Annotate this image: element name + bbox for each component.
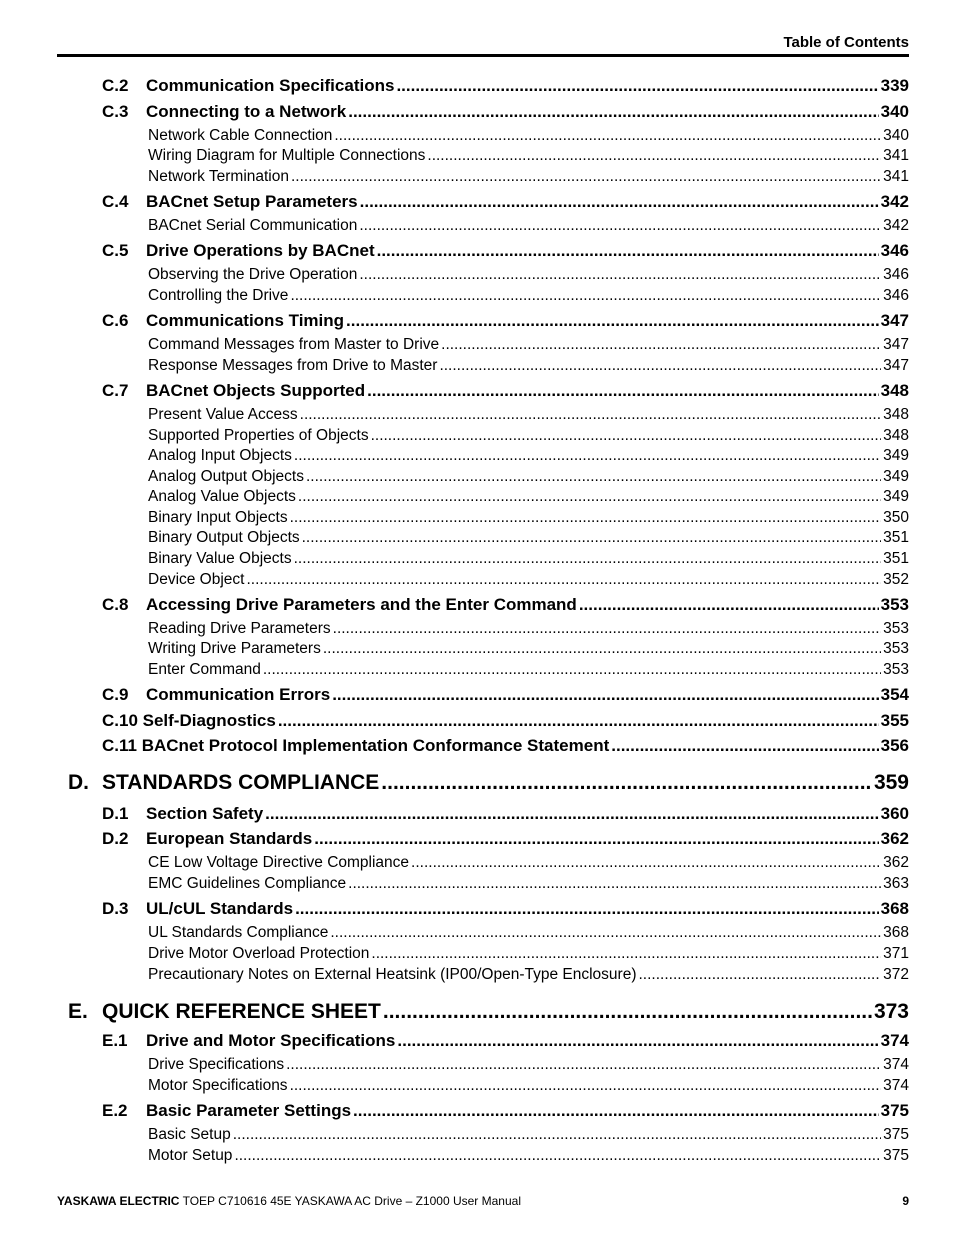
- dot-leader: [294, 550, 882, 568]
- toc-subsection-entry[interactable]: [0, 127, 954, 145]
- dot-leader: [332, 685, 878, 705]
- dot-leader: [302, 529, 882, 547]
- dot-leader: [371, 427, 882, 445]
- toc-entry-number: C.9: [102, 685, 129, 704]
- toc-entry-title: Accessing Drive Parameters and the Enter Command: [146, 595, 577, 614]
- toc-entry-page: 371: [883, 945, 909, 962]
- dot-leader: [371, 945, 881, 963]
- toc-subsection-entry[interactable]: [0, 550, 954, 568]
- toc-entry-number: C.4: [102, 192, 129, 211]
- toc-subsection-entry[interactable]: [0, 406, 954, 424]
- toc-entry-page: 342: [880, 192, 909, 211]
- toc-entry-title: Reading Drive Parameters: [148, 620, 331, 637]
- toc-subsection-entry[interactable]: [0, 509, 954, 527]
- toc-entry-page: 348: [883, 427, 909, 444]
- toc-subsection-entry[interactable]: [0, 287, 954, 305]
- toc-entry-title: Response Messages from Drive to Master: [148, 357, 438, 374]
- toc-entry-title: Drive Specifications: [148, 1056, 285, 1073]
- dot-leader: [346, 311, 879, 331]
- toc-entry-title: Analog Output Objects: [148, 468, 304, 485]
- footer-document-info: [57, 1194, 521, 1208]
- dot-leader: [290, 1077, 882, 1095]
- toc-entry-page: 352: [883, 571, 909, 588]
- toc-subsection-entry[interactable]: [0, 1126, 954, 1144]
- toc-section-entry[interactable]: [0, 311, 954, 331]
- toc-entry-title: BACnet Setup Parameters: [146, 192, 358, 211]
- toc-entry-page: 363: [883, 875, 909, 892]
- toc-entry-page: 374: [880, 1031, 909, 1050]
- dot-leader: [291, 168, 881, 186]
- toc-entry-page: 353: [883, 620, 909, 637]
- toc-chapter-entry[interactable]: [0, 771, 954, 795]
- dot-leader: [348, 102, 878, 122]
- dot-leader: [334, 127, 881, 145]
- dot-leader: [278, 711, 879, 731]
- toc-entry-number: D.: [68, 771, 89, 794]
- toc-entry-title: Drive Operations by BACnet: [146, 241, 375, 260]
- toc-entry-page: 375: [883, 1147, 909, 1164]
- footer-document-title: TOEP C710616 45E YASKAWA AC Drive – Z1000 User Manual: [182, 1194, 521, 1208]
- dot-leader: [360, 192, 879, 212]
- toc-entry-page: 375: [883, 1126, 909, 1143]
- toc-entry-page: 346: [883, 287, 909, 304]
- toc-entry-title: BACnet Objects Supported: [146, 381, 366, 400]
- toc-section-entry[interactable]: [0, 804, 954, 824]
- dot-leader: [298, 488, 881, 506]
- toc-entry-title: Binary Input Objects: [148, 509, 288, 526]
- toc-entry-page: 349: [883, 447, 909, 464]
- dot-leader: [323, 640, 881, 658]
- toc-entry-page: 355: [880, 711, 909, 730]
- dot-leader: [265, 804, 878, 824]
- toc-entry-page: 339: [880, 76, 909, 95]
- toc-entry-number: C.3: [102, 102, 129, 121]
- toc-entry-page: 340: [880, 102, 909, 121]
- dot-leader: [290, 287, 881, 305]
- toc-entry-page: 356: [880, 736, 909, 755]
- toc-entry-page: 354: [880, 685, 909, 704]
- dot-leader: [348, 875, 881, 893]
- toc-entry-number: E.1: [102, 1031, 128, 1050]
- toc-entry-title: C.11 BACnet Protocol Implementation Conformance Statement: [102, 736, 610, 755]
- dot-leader: [381, 771, 872, 795]
- dot-leader: [383, 1000, 872, 1024]
- dot-leader: [441, 336, 881, 354]
- toc-entry-title: EMC Guidelines Compliance: [148, 875, 347, 892]
- toc-section-entry[interactable]: [0, 241, 954, 261]
- toc-subsection-entry[interactable]: [0, 966, 954, 984]
- dot-leader: [639, 966, 882, 984]
- toc-subsection-entry[interactable]: [0, 1077, 954, 1095]
- toc-entry-title: Wiring Diagram for Multiple Connections: [148, 147, 426, 164]
- toc-entry-page: 348: [883, 406, 909, 423]
- toc-subsection-entry[interactable]: [0, 529, 954, 547]
- toc-entry-title: STANDARDS COMPLIANCE: [102, 771, 380, 794]
- toc-subsection-entry[interactable]: [0, 336, 954, 354]
- toc-entry-page: 346: [880, 241, 909, 260]
- toc-section-entry[interactable]: [0, 736, 954, 756]
- toc-entry-title: Basic Setup: [148, 1126, 231, 1143]
- toc-entry-title: Observing the Drive Operation: [148, 266, 358, 283]
- dot-leader: [397, 1031, 878, 1051]
- toc-entry-page: 342: [883, 217, 909, 234]
- toc-entry-title: Connecting to a Network: [146, 102, 347, 121]
- toc-entry-page: 340: [883, 127, 909, 144]
- toc-subsection-entry[interactable]: [0, 640, 954, 658]
- toc-entry-title: Analog Value Objects: [148, 488, 296, 505]
- toc-subsection-entry[interactable]: [0, 217, 954, 235]
- toc-subsection-entry[interactable]: [0, 661, 954, 679]
- toc-chapter-entry[interactable]: [0, 1000, 954, 1024]
- toc-entry-page: 360: [880, 804, 909, 823]
- toc-entry-page: 353: [883, 661, 909, 678]
- dot-leader: [233, 1126, 881, 1144]
- toc-subsection-entry[interactable]: [0, 468, 954, 486]
- toc-entry-title: C.10 Self-Diagnostics: [102, 711, 276, 730]
- toc-entry-title: European Standards: [146, 829, 313, 848]
- toc-subsection-entry[interactable]: [0, 488, 954, 506]
- toc-entry-page: 372: [883, 966, 909, 983]
- toc-entry-title: Network Termination: [148, 168, 289, 185]
- toc-entry-page: 374: [883, 1077, 909, 1094]
- toc-subsection-entry[interactable]: [0, 571, 954, 589]
- toc-entry-page: 359: [873, 771, 909, 794]
- toc-entry-number: C.5: [102, 241, 129, 260]
- toc-entry-title: Command Messages from Master to Drive: [148, 336, 440, 353]
- toc-subsection-entry[interactable]: [0, 924, 954, 942]
- dot-leader: [246, 571, 881, 589]
- dot-leader: [234, 1147, 881, 1165]
- toc-entry-number: E.2: [102, 1101, 128, 1120]
- toc-entry-page: 368: [883, 924, 909, 941]
- toc-entry-page: 375: [880, 1101, 909, 1120]
- toc-entry-page: 373: [873, 1000, 909, 1023]
- toc-entry-title: UL Standards Compliance: [148, 924, 329, 941]
- toc-entry-page: 350: [883, 509, 909, 526]
- page-header-title: Table of Contents: [783, 34, 909, 51]
- toc-entry-title: Writing Drive Parameters: [148, 640, 321, 657]
- dot-leader: [396, 76, 878, 96]
- dot-leader: [306, 468, 881, 486]
- toc-entry-title: BACnet Serial Communication: [148, 217, 358, 234]
- footer-page-number: 9: [902, 1194, 909, 1208]
- toc-subsection-entry[interactable]: [0, 266, 954, 284]
- toc-subsection-entry[interactable]: [0, 620, 954, 638]
- toc-entry-title: Motor Specifications: [148, 1077, 288, 1094]
- toc-subsection-entry[interactable]: [0, 875, 954, 893]
- toc-entry-title: Drive and Motor Specifications: [146, 1031, 396, 1050]
- toc-entry-title: Controlling the Drive: [148, 287, 289, 304]
- toc-entry-title: Motor Setup: [148, 1147, 233, 1164]
- dot-leader: [330, 924, 881, 942]
- dot-leader: [353, 1101, 879, 1121]
- toc-entry-page: 347: [880, 311, 909, 330]
- dot-leader: [314, 829, 878, 849]
- dot-leader: [377, 241, 879, 261]
- dot-leader: [579, 595, 879, 615]
- toc-entry-page: 341: [883, 147, 909, 164]
- toc-entry-title: QUICK REFERENCE SHEET: [102, 1000, 381, 1023]
- dot-leader: [333, 620, 881, 638]
- toc-entry-page: 346: [883, 266, 909, 283]
- dot-leader: [294, 447, 881, 465]
- dot-leader: [359, 217, 881, 235]
- toc-entry-title: Device Object: [148, 571, 245, 588]
- toc-subsection-entry[interactable]: [0, 168, 954, 186]
- toc-section-entry[interactable]: [0, 1031, 954, 1051]
- toc-section-entry[interactable]: [0, 595, 954, 615]
- toc-entry-page: 347: [883, 336, 909, 353]
- toc-entry-title: Enter Command: [148, 661, 261, 678]
- dot-leader: [295, 899, 879, 919]
- toc-entry-title: Drive Motor Overload Protection: [148, 945, 370, 962]
- toc-subsection-entry[interactable]: [0, 854, 954, 872]
- toc-entry-number: C.2: [102, 76, 129, 95]
- toc-section-entry[interactable]: [0, 685, 954, 705]
- toc-entry-title: Analog Input Objects: [148, 447, 292, 464]
- toc-entry-title: Supported Properties of Objects: [148, 427, 369, 444]
- toc-entry-number: D.1: [102, 804, 129, 823]
- toc-entry-page: 353: [880, 595, 909, 614]
- toc-section-entry[interactable]: [0, 1101, 954, 1121]
- toc-entry-page: 348: [880, 381, 909, 400]
- dot-leader: [427, 147, 881, 165]
- dot-leader: [290, 509, 882, 527]
- dot-leader: [439, 357, 881, 375]
- dot-leader: [300, 406, 881, 424]
- toc-entry-title: UL/cUL Standards: [146, 899, 294, 918]
- toc-subsection-entry[interactable]: [0, 147, 954, 165]
- toc-section-entry[interactable]: [0, 899, 954, 919]
- toc-entry-page: 351: [883, 550, 909, 567]
- dot-leader: [263, 661, 881, 679]
- toc-entry-number: C.7: [102, 381, 129, 400]
- toc-entry-page: 362: [883, 854, 909, 871]
- toc-entry-number: C.8: [102, 595, 129, 614]
- footer-brand: YASKAWA ELECTRIC: [57, 1194, 180, 1208]
- toc-entry-page: 368: [880, 899, 909, 918]
- dot-leader: [367, 381, 879, 401]
- dot-leader: [286, 1056, 881, 1074]
- toc-subsection-entry[interactable]: [0, 1147, 954, 1165]
- toc-entry-number: E.: [68, 1000, 88, 1023]
- toc-section-entry[interactable]: [0, 192, 954, 212]
- toc-entry-title: Binary Value Objects: [148, 550, 292, 567]
- toc-entry-title: Network Cable Connection: [148, 127, 333, 144]
- toc-entry-number: D.2: [102, 829, 129, 848]
- toc-subsection-entry[interactable]: [0, 447, 954, 465]
- toc-entry-page: 351: [883, 529, 909, 546]
- toc-entry-title: Precautionary Notes on External Heatsink (IP00/Open-Type Enclosure): [148, 966, 637, 983]
- toc-entry-page: 362: [880, 829, 909, 848]
- toc-entry-title: Communications Timing: [146, 311, 345, 330]
- toc-section-entry[interactable]: [0, 102, 954, 122]
- dot-leader: [411, 854, 881, 872]
- toc-subsection-entry[interactable]: [0, 357, 954, 375]
- toc-section-entry[interactable]: [0, 381, 954, 401]
- toc-subsection-entry[interactable]: [0, 427, 954, 445]
- toc-entry-title: Present Value Access: [148, 406, 298, 423]
- toc-entry-title: Basic Parameter Settings: [146, 1101, 352, 1120]
- toc-entry-title: Communication Specifications: [146, 76, 395, 95]
- toc-entry-page: 341: [883, 168, 909, 185]
- dot-leader: [359, 266, 881, 284]
- toc-entry-page: 349: [883, 488, 909, 505]
- toc-entry-page: 349: [883, 468, 909, 485]
- toc-entry-title: Binary Output Objects: [148, 529, 300, 546]
- dot-leader: [611, 736, 878, 756]
- toc-subsection-entry[interactable]: [0, 1056, 954, 1074]
- toc-entry-number: D.3: [102, 899, 129, 918]
- toc-entry-page: 353: [883, 640, 909, 657]
- toc-section-entry[interactable]: [0, 829, 954, 849]
- toc-entry-title: CE Low Voltage Directive Compliance: [148, 854, 410, 871]
- toc-entry-title: Communication Errors: [146, 685, 331, 704]
- toc-entry-page: 347: [883, 357, 909, 374]
- toc-entry-page: 374: [883, 1056, 909, 1073]
- toc-entry-title: Section Safety: [146, 804, 264, 823]
- toc-subsection-entry[interactable]: [0, 945, 954, 963]
- toc-entry-number: C.6: [102, 311, 129, 330]
- toc-section-entry[interactable]: [0, 711, 954, 731]
- toc-section-entry[interactable]: [0, 76, 954, 96]
